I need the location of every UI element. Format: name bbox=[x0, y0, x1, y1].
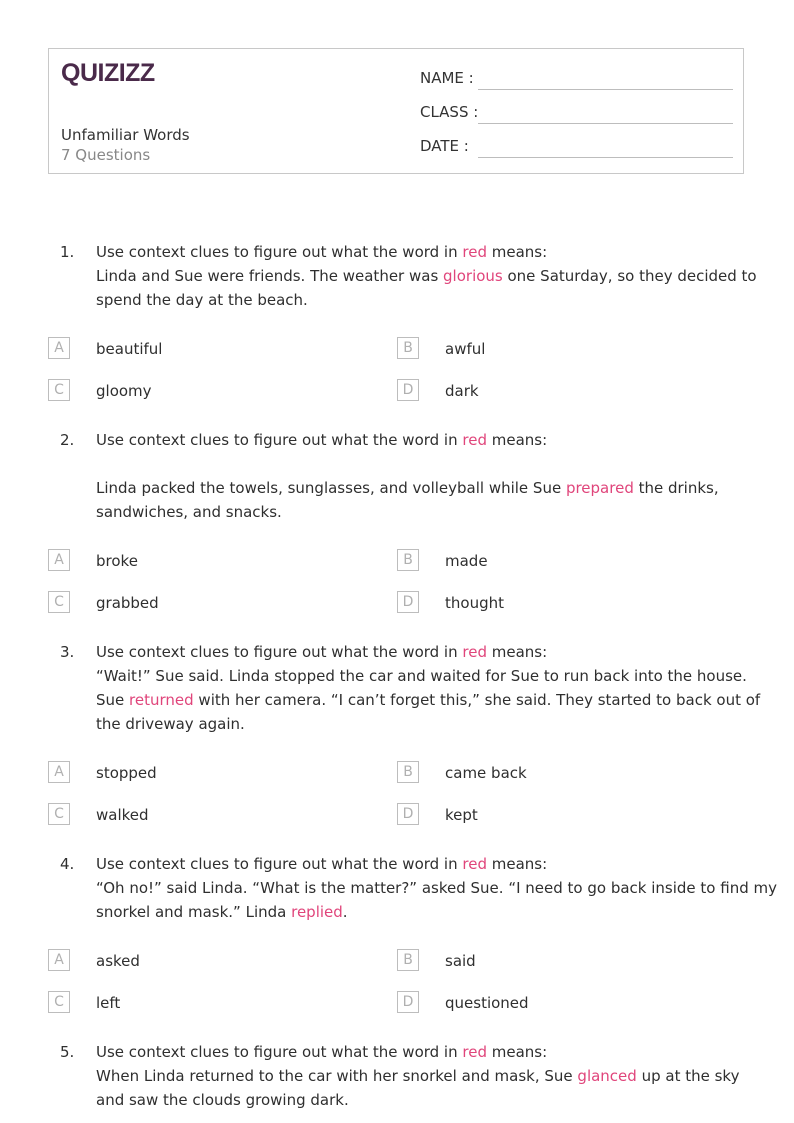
option-text: left bbox=[96, 994, 121, 1012]
worksheet-header bbox=[48, 48, 744, 174]
option-text: asked bbox=[96, 952, 140, 970]
option-letter-box[interactable]: C bbox=[48, 591, 70, 613]
passage-line: the driveway again. bbox=[96, 715, 245, 733]
question-number: 4. bbox=[60, 855, 75, 873]
target-word: glorious bbox=[443, 267, 503, 285]
passage-line: spend the day at the beach. bbox=[96, 291, 308, 309]
question-text bbox=[96, 640, 761, 736]
quizizz-logo: QUIZIZZ bbox=[61, 59, 155, 87]
date-label: DATE : bbox=[420, 137, 469, 155]
option-text: dark bbox=[445, 382, 479, 400]
name-label: NAME : bbox=[420, 69, 474, 87]
passage-line: Linda and Sue were friends. The weather was glorious one Saturday, so they decided to bbox=[96, 267, 757, 285]
option-text: thought bbox=[445, 594, 504, 612]
target-word: glanced bbox=[577, 1067, 637, 1085]
option-letter-box[interactable]: B bbox=[397, 949, 419, 971]
option-text: broke bbox=[96, 552, 138, 570]
question-prompt: Use context clues to figure out what the word in red means: bbox=[96, 243, 548, 261]
question-prompt: Use context clues to figure out what the word in red means: bbox=[96, 855, 548, 873]
option-text: questioned bbox=[445, 994, 529, 1012]
blank-line bbox=[96, 452, 746, 476]
passage-line: “Oh no!” said Linda. “What is the matter?” asked Sue. “I need to go back inside to find my bbox=[96, 879, 777, 897]
option-letter-box[interactable]: A bbox=[48, 337, 70, 359]
option-letter-box[interactable]: D bbox=[397, 991, 419, 1013]
option-text: grabbed bbox=[96, 594, 159, 612]
question-count: 7 Questions bbox=[61, 146, 151, 164]
date-line[interactable] bbox=[478, 156, 733, 158]
option-letter-box[interactable]: A bbox=[48, 949, 70, 971]
question-number: 5. bbox=[60, 1043, 75, 1061]
option-letter-box[interactable]: B bbox=[397, 761, 419, 783]
passage-line: sandwiches, and snacks. bbox=[96, 503, 282, 521]
option-text: gloomy bbox=[96, 382, 152, 400]
option-text: stopped bbox=[96, 764, 157, 782]
option-text: walked bbox=[96, 806, 149, 824]
passage-line: When Linda returned to the car with her snorkel and mask, Sue glanced up at the sky bbox=[96, 1067, 740, 1085]
option-letter-box[interactable]: A bbox=[48, 549, 70, 571]
question-prompt: Use context clues to figure out what the word in red means: bbox=[96, 643, 548, 661]
option-text: came back bbox=[445, 764, 527, 782]
question-text bbox=[96, 428, 746, 524]
option-letter-box[interactable]: A bbox=[48, 761, 70, 783]
target-word: prepared bbox=[565, 479, 634, 497]
class-label: CLASS : bbox=[420, 103, 479, 121]
option-text: said bbox=[445, 952, 476, 970]
option-letter-box[interactable]: B bbox=[397, 337, 419, 359]
passage-line: and saw the clouds growing dark. bbox=[96, 1091, 349, 1109]
question-text bbox=[96, 240, 757, 312]
worksheet-title: Unfamiliar Words bbox=[61, 126, 190, 144]
option-letter-box[interactable]: C bbox=[48, 379, 70, 401]
passage-line: Linda packed the towels, sunglasses, and volleyball while Sue prepared the drinks, bbox=[96, 479, 719, 497]
target-word: replied bbox=[291, 903, 343, 921]
question-number: 2. bbox=[60, 431, 75, 449]
option-text: beautiful bbox=[96, 340, 163, 358]
target-word: returned bbox=[129, 691, 194, 709]
question-text bbox=[96, 852, 777, 924]
option-letter-box[interactable]: D bbox=[397, 803, 419, 825]
question-number: 1. bbox=[60, 243, 75, 261]
question-prompt: Use context clues to figure out what the word in red means: bbox=[96, 431, 548, 449]
question-number: 3. bbox=[60, 643, 75, 661]
option-text: awful bbox=[445, 340, 486, 358]
option-letter-box[interactable]: C bbox=[48, 803, 70, 825]
passage-line: Sue returned with her camera. “I can’t forget this,” she said. They started to back out of bbox=[96, 691, 761, 709]
name-line[interactable] bbox=[478, 88, 733, 90]
option-text: kept bbox=[445, 806, 478, 824]
option-letter-box[interactable]: D bbox=[397, 379, 419, 401]
option-letter-box[interactable]: D bbox=[397, 591, 419, 613]
passage-line: “Wait!” Sue said. Linda stopped the car and waited for Sue to run back into the house. bbox=[96, 667, 747, 685]
passage-line: snorkel and mask.” Linda replied. bbox=[96, 903, 348, 921]
option-letter-box[interactable]: B bbox=[397, 549, 419, 571]
option-letter-box[interactable]: C bbox=[48, 991, 70, 1013]
class-line[interactable] bbox=[478, 122, 733, 124]
question-prompt: Use context clues to figure out what the word in red means: bbox=[96, 1043, 548, 1061]
option-text: made bbox=[445, 552, 488, 570]
question-text bbox=[96, 1040, 746, 1112]
